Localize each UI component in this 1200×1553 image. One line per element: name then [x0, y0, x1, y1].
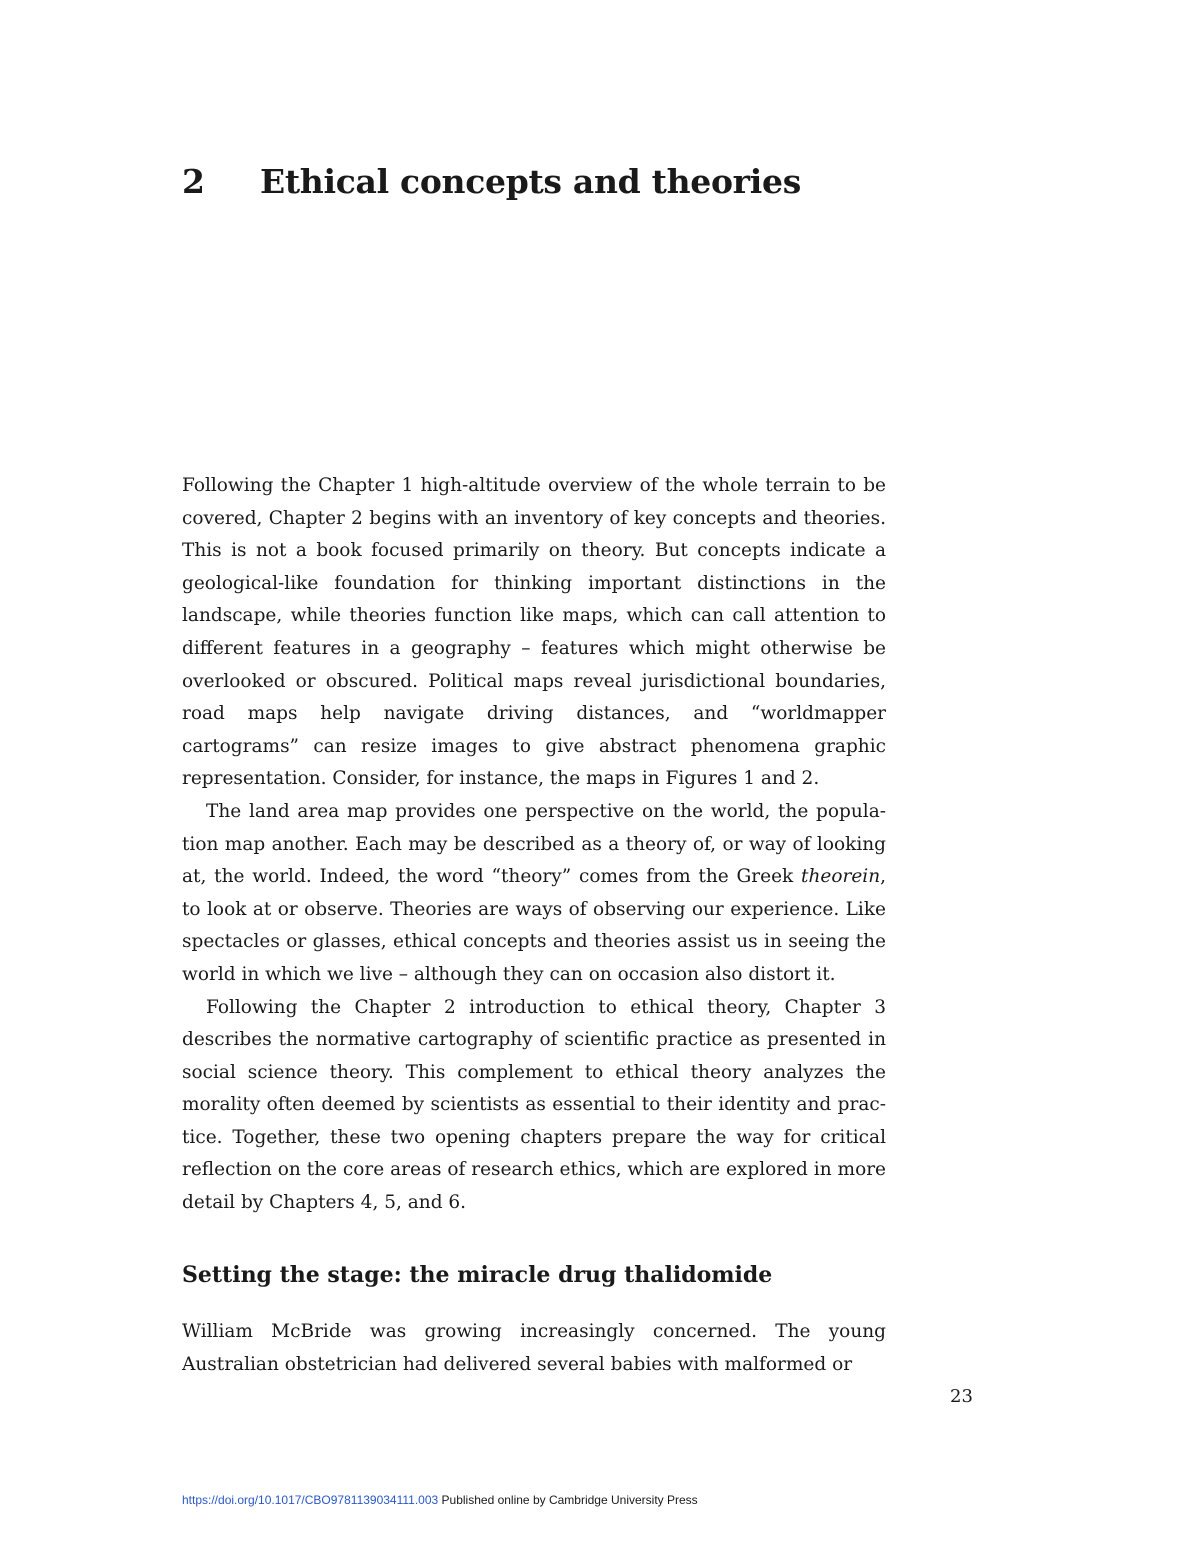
page-number: 23	[950, 1386, 973, 1407]
paragraph-2-start: The land area map provides one perspective on the world, the population map another. Each may be described as a theory of, or way of looking at, the world. Indeed, the word “theory” comes from the Greek	[182, 800, 886, 888]
chapter-intro	[182, 470, 886, 1220]
greek-term: theorein	[801, 866, 881, 888]
section-heading: Setting the stage: the miracle drug thalidomide	[182, 1262, 773, 1288]
paragraph-2-end: , to look at or observe. Theories are ways of observing our experience. Like spectacles or glasses, ethical concepts and theories assist us in seeing the world in which we live – although they can on occasion also distort it.	[182, 866, 886, 985]
doi-link[interactable]: https://doi.org/10.1017/CBO9781139034111.003	[182, 1493, 439, 1507]
paragraph-3: Following the Chapter 2 introduction to ethical theory, Chapter 3 describes the normative cartography of scientific practice as presented in social science theory. This complement to ethical theory analyzes the morality often deemed by scientists as essential to their identity and practice. Together, these two opening chapters prepare the way for critical reflection on the core areas of research ethics, which are explored in more detail by Chapters 4, 5, and 6.	[182, 996, 886, 1214]
chapter-heading	[182, 162, 801, 201]
chapter-number: 2	[182, 162, 205, 201]
section-paragraph-1: William McBride was growing increasingly concerned. The young Australian obstetrician had delivered several babies with malformed or	[182, 1321, 886, 1375]
chapter-title: Ethical concepts and theories	[260, 162, 801, 201]
paragraph-2	[182, 796, 886, 992]
footer	[182, 1493, 698, 1507]
paragraph-1: Following the Chapter 1 high-altitude overview of the whole terrain to be covered, Chapter 2 begins with an inventory of key concepts and theories. This is not a book focused primarily on theory. But concepts indicate a geological-like foundation for thinking important distinctions in the landscape, while theories function like maps, which can call attention to different features in a geography – features which might otherwise be overlooked or obscured. Political maps reveal jurisdictional boundaries, road maps help navigate driving distances, and “worldmapper cartograms” can resize images to give abstract phenomena graphic representation. Consider, for instance, the maps in Figures 1 and 2.	[182, 475, 886, 790]
section-body	[182, 1316, 886, 1381]
footer-publisher-text: Published online by Cambridge University Press	[438, 1493, 698, 1507]
